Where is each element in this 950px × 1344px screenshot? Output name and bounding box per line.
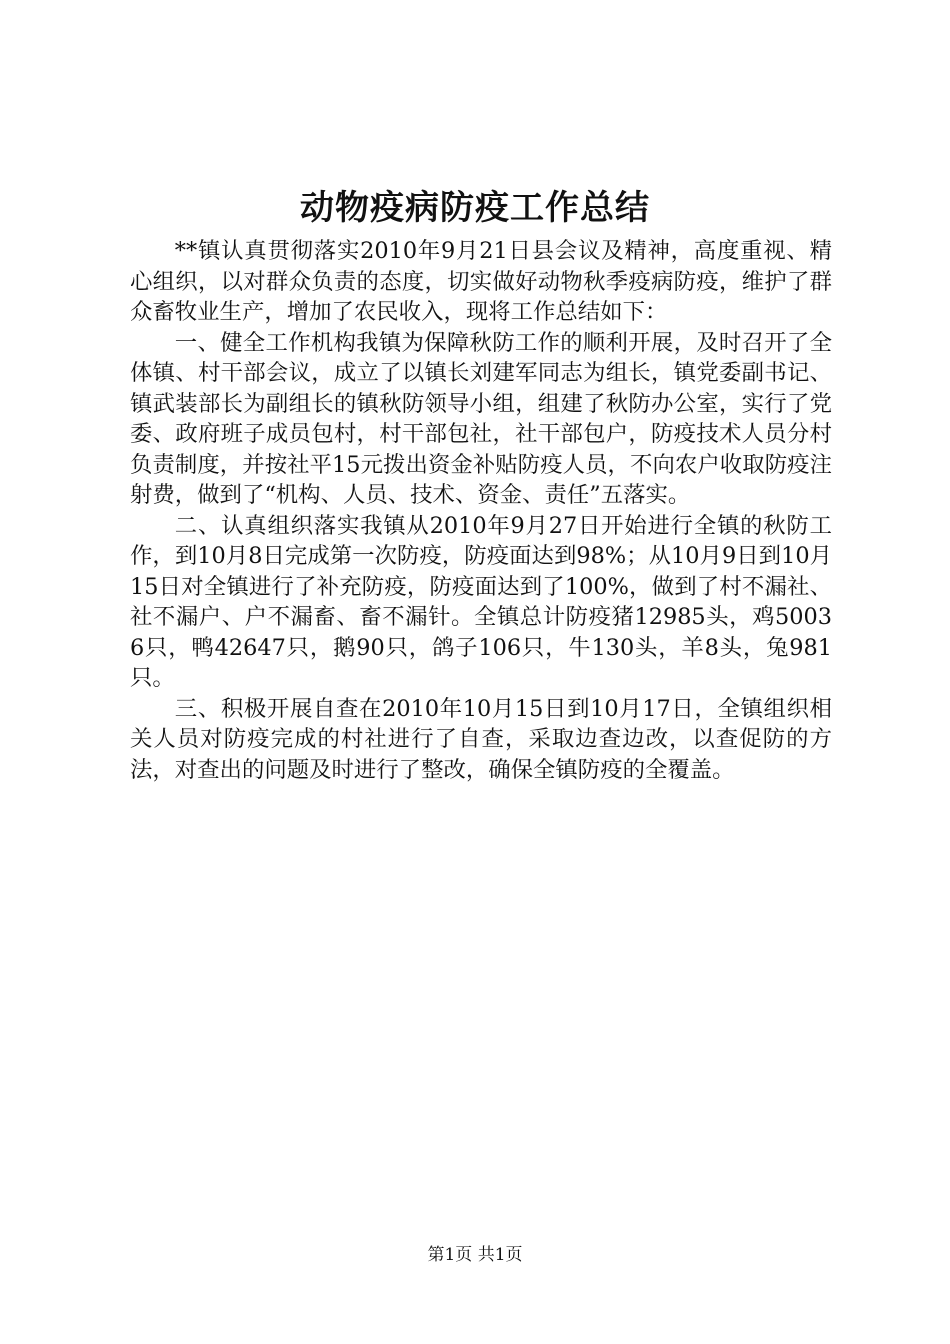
paragraph-section-2: 二、认真组织落实我镇从2010年9月27日开始进行全镇的秋防工作，到10月8日完成第一次防疫，防疫面达到98%；从10月9日到10月15日对全镇进行了补充防疫，防疫面达到了100%，做到了村不漏社、社不漏户、户不漏畜、畜不漏针。全镇总计防疫猪12985头，鸡50036只，鸭42647只，鹅90只，鸽子106只，牛130头，羊8头，兔981只。 — [130, 512, 832, 691]
paragraph-section-1: 一、健全工作机构我镇为保障秋防工作的顺利开展，及时召开了全体镇、村干部会议，成立了以镇长刘建军同志为组长，镇党委副书记、镇武装部长为副组长的镇秋防领导小组，组建了秋防办公室，实行了党委、政府班子成员包村，村干部包社，社干部包户，防疫技术人员分村负责制度，并按社平15元拨出资金补贴防疫人员，不向农户收取防疫注射费，做到了“机构、人员、技术、资金、责任”五落实。 — [130, 329, 832, 508]
page-number-footer: 第1页 共1页 — [427, 1245, 523, 1265]
paragraph-section-3: 三、积极开展自查在2010年10月15日到10月17日，全镇组织相关人员对防疫完成的村社进行了自查，采取边查边改，以查促防的方法，对查出的问题及时进行了整改，确保全镇防疫的全覆盖。 — [130, 695, 832, 783]
document-body — [130, 236, 832, 785]
document-title: 动物疫病防疫工作总结 — [300, 188, 650, 228]
paragraph-intro: **镇认真贯彻落实2010年9月21日县会议及精神，高度重视、精心组织，以对群众负责的态度，切实做好动物秋季疫病防疫，维护了群众畜牧业生产，增加了农民收入，现将工作总结如下： — [130, 238, 832, 325]
